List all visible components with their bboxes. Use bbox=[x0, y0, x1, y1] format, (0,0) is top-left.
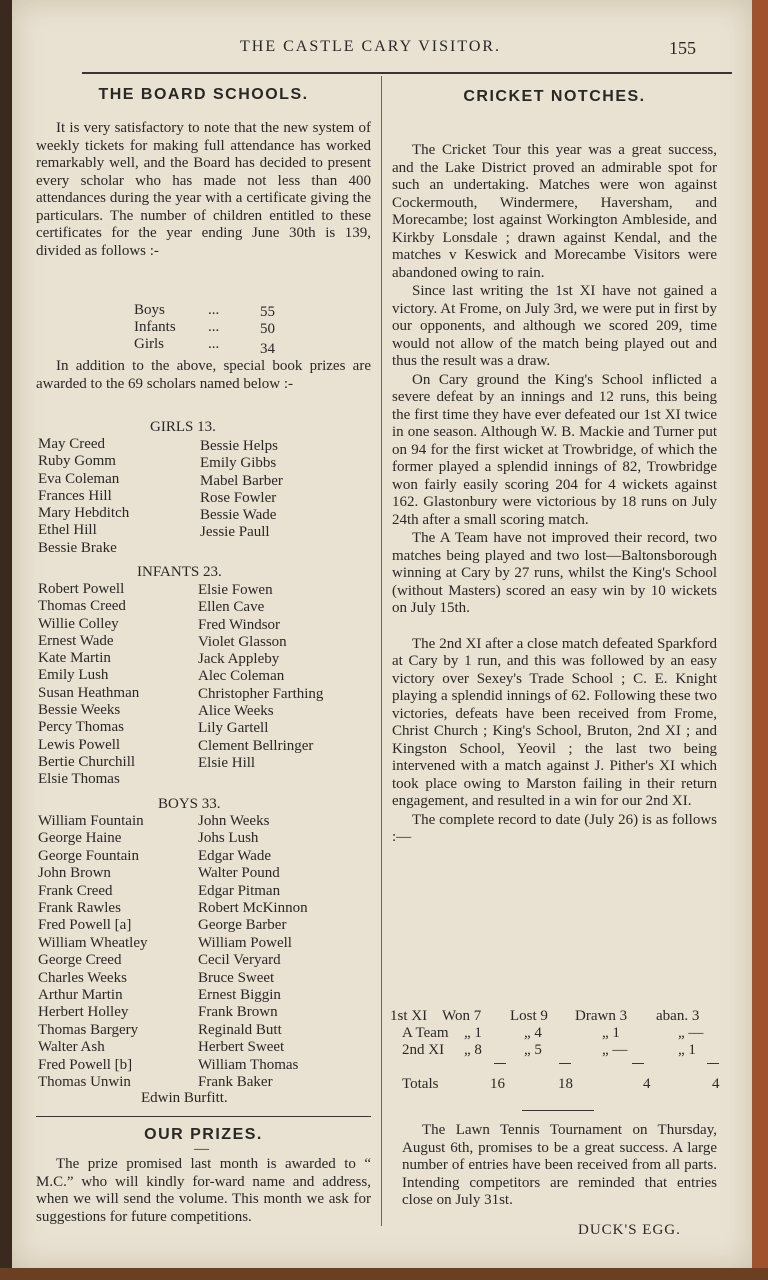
infants-heading: INFANTS 23. bbox=[137, 564, 222, 580]
totals-won: 16 bbox=[490, 1076, 505, 1092]
running-title: THE CASTLE CARY VISITOR. bbox=[240, 38, 502, 55]
girls-list-right bbox=[200, 438, 283, 542]
scholar-name: Elsie Thomas bbox=[38, 771, 120, 788]
cricket-paragraph: The A Team have not improved their record, two matches being played and two lost—Baltonsborough winning at Cary by 27 runs, whilst the King's School (without Masters) scored an easy win by 10 wickets on July 15th. bbox=[392, 530, 717, 616]
scholar-name: Percy Thomas bbox=[38, 719, 124, 736]
record-won: „ 8 bbox=[464, 1042, 482, 1058]
binding-edge bbox=[752, 0, 768, 1280]
prizes-top-rule bbox=[36, 1116, 371, 1117]
scholar-name: Emily Lush bbox=[38, 667, 109, 684]
record-drawn: „ 1 bbox=[602, 1025, 620, 1041]
scholar-name: Reginald Butt bbox=[198, 1021, 282, 1038]
record-aban: „ 1 bbox=[678, 1042, 696, 1058]
signature: DUCK'S EGG. bbox=[578, 1222, 681, 1238]
cricket-paragraph: The Cricket Tour this year was a great success, and the Lake District proved an admirable spot for such an undertaking. Matches were won against Cockermouth, Windermere, Haversham, and Morecambe; lost against Workington Ambleside, and Kirkby Lonsdale ; drawn against Kendal, and the matches v Keswick and Morecambe Visitors were abandoned owing to rain. bbox=[392, 142, 717, 281]
scholar-name: Lily Gartell bbox=[198, 720, 269, 737]
scholar-name: Bessie Weeks bbox=[38, 702, 121, 719]
page-bottom-edge bbox=[0, 1268, 768, 1280]
totals-lost: 18 bbox=[558, 1076, 573, 1092]
scholar-name: Fred Windsor bbox=[198, 616, 281, 633]
scholar-name: William Wheatley bbox=[38, 934, 148, 951]
cricket-paragraph: The complete record to date (July 26) is as follows :— bbox=[392, 811, 717, 845]
record-won: Won 7 bbox=[442, 1008, 482, 1024]
page bbox=[12, 0, 752, 1268]
total-rule bbox=[707, 1063, 719, 1064]
scholar-name: Bertie Churchill bbox=[38, 753, 136, 770]
scholar-name: Elsie Fowen bbox=[198, 582, 273, 598]
our-prizes-title: OUR PRIZES. bbox=[144, 1126, 263, 1143]
scholar-name: John Brown bbox=[38, 865, 111, 882]
count-value: 50 bbox=[260, 321, 275, 337]
cricket-paragraph: The 2nd XI after a close match defeated Sparkford at Cary by 1 run, and this was followed by an easy victory over Sexey's Trade School ; C. E. Knight playing a splendid innings of 62. Following these two victories, defeats have been received from Frome, Christ Church ; King's School, Bruton, 2nd XI ; and Kingston School, Yeovil ; the last two being intervened with a match against J. Pither's XI which took place owing to Marston failing in their return engagement, and resulted in a win for our 2nd XI. bbox=[392, 635, 717, 809]
scholar-name: Bessie Helps bbox=[200, 438, 278, 454]
boys-last-name: Edwin Burfitt. bbox=[141, 1090, 228, 1106]
record-aban: aban. 3 bbox=[656, 1008, 700, 1024]
boys-heading: BOYS 33. bbox=[158, 796, 221, 812]
scholar-name: Thomas Bargery bbox=[38, 1021, 139, 1038]
scholar-name: George Fountain bbox=[38, 847, 139, 864]
scholar-name: Frank Rawles bbox=[38, 900, 121, 917]
scholar-name: Robert McKinnon bbox=[198, 900, 308, 917]
tennis-divider bbox=[522, 1110, 594, 1111]
cricket-paragraph: On Cary ground the King's School inflicted a severe defeat by an innings and 12 runs, this being the first time they have ever defeated our 1st XI twice in one season. Although W. B. Mackie and Turner put on 94 for the first wicket at Trowbridge, of which the former played a splendid innings of 82, Trowbridge won fairly easily scoring 204 for 4 wickets against 162. Glastonbury were victorious by 18 runs on July 24th after a small scoring match. bbox=[392, 371, 717, 528]
board-schools-title: THE BOARD SCHOOLS. bbox=[98, 86, 309, 103]
scholar-name: Emily Gibbs bbox=[200, 455, 277, 472]
scholar-name: George Haine bbox=[38, 830, 122, 847]
scholar-name: Frances Hill bbox=[38, 487, 112, 504]
scholar-name: Walter Pound bbox=[198, 865, 280, 882]
scholar-name: Lewis Powell bbox=[38, 736, 121, 753]
count-dots: ... bbox=[208, 302, 220, 318]
scholar-name: William Fountain bbox=[38, 813, 144, 829]
scholar-name: Violet Glasson bbox=[198, 633, 287, 650]
our-prizes-divider: — bbox=[194, 1141, 209, 1157]
record-lost: „ 4 bbox=[524, 1025, 542, 1041]
count-dots: ... bbox=[208, 319, 220, 335]
header-rule bbox=[82, 72, 732, 74]
scholar-name: William Powell bbox=[198, 934, 292, 951]
scholar-name: Thomas Creed bbox=[38, 598, 126, 615]
scholar-name: Johs Lush bbox=[198, 830, 259, 847]
boys-list-right bbox=[198, 813, 308, 1092]
scholar-name: Cecil Veryard bbox=[198, 952, 281, 969]
record-team: 1st XI bbox=[390, 1008, 428, 1024]
scholar-name: Rose Fowler bbox=[200, 489, 277, 506]
scholar-name: Ernest Wade bbox=[38, 632, 114, 649]
column-divider bbox=[381, 76, 382, 1226]
scholar-name: Christopher Farthing bbox=[198, 685, 324, 702]
scholar-name: Bruce Sweet bbox=[198, 969, 275, 986]
scholar-name: Frank Brown bbox=[198, 1004, 278, 1021]
total-rule bbox=[559, 1063, 571, 1064]
scholar-name: Susan Heathman bbox=[38, 684, 140, 701]
tennis-block bbox=[402, 1122, 717, 1210]
count-dots: ... bbox=[208, 336, 220, 352]
record-aban: „ — bbox=[678, 1025, 704, 1041]
scholar-name: Kate Martin bbox=[38, 650, 111, 667]
count-value: 34 bbox=[260, 341, 275, 357]
scholar-name: Alec Coleman bbox=[198, 668, 285, 685]
running-header bbox=[12, 38, 752, 62]
totals-drawn: 4 bbox=[643, 1076, 651, 1092]
totals-label: Totals bbox=[402, 1076, 439, 1092]
scholar-name: Mary Hebditch bbox=[38, 505, 130, 522]
scholar-name: Frank Baker bbox=[198, 1074, 273, 1091]
scholar-name: Ruby Gomm bbox=[38, 453, 116, 470]
record-lost: Lost 9 bbox=[510, 1008, 548, 1024]
scholar-name: Frank Creed bbox=[38, 882, 113, 899]
scholar-name: Eva Coleman bbox=[38, 470, 120, 487]
scholar-name: Jessie Paull bbox=[200, 524, 270, 541]
scholar-name: Edgar Wade bbox=[198, 847, 272, 864]
boys-list-left bbox=[38, 813, 148, 1092]
scholar-name: George Barber bbox=[198, 917, 287, 934]
our-prizes-block bbox=[36, 1156, 371, 1226]
infants-list-right bbox=[198, 582, 323, 772]
scholar-name: Robert Powell bbox=[38, 581, 125, 597]
scholar-name: Walter Ash bbox=[38, 1039, 105, 1056]
count-label: Infants bbox=[134, 319, 176, 335]
count-value: 55 bbox=[260, 304, 275, 320]
scholar-name: Charles Weeks bbox=[38, 969, 127, 986]
scholar-name: Ethel Hill bbox=[38, 522, 97, 539]
prizes-note: In addition to the above, special book prizes are awarded to the 69 scholars named below :- bbox=[36, 358, 371, 392]
total-rule bbox=[494, 1063, 506, 1064]
scholar-name: William Thomas bbox=[198, 1056, 299, 1073]
totals-aban: 4 bbox=[712, 1076, 720, 1092]
left-column bbox=[36, 86, 371, 260]
scholar-name: Elsie Hill bbox=[198, 754, 256, 771]
scholar-name: Ellen Cave bbox=[198, 599, 265, 616]
scholar-name: May Creed bbox=[38, 436, 106, 452]
scholar-name: Bessie Brake bbox=[38, 539, 117, 556]
prizes-note-block bbox=[36, 358, 371, 393]
scholar-name: Herbert Sweet bbox=[198, 1039, 285, 1056]
infants-list-left bbox=[38, 581, 139, 789]
our-prizes-text: The prize promised last month is awarded to “ M.C.” who will kindly for-ward name and address, when we will send the volume. This month we ask for suggestions for future competitions. bbox=[36, 1156, 371, 1225]
record-drawn: Drawn 3 bbox=[575, 1008, 628, 1024]
girls-heading: GIRLS 13. bbox=[150, 419, 216, 435]
count-label: Girls bbox=[134, 336, 164, 352]
page-number: 155 bbox=[669, 38, 696, 58]
scholar-name: Fred Powell [a] bbox=[38, 917, 132, 934]
scholar-name: Clement Bellringer bbox=[198, 737, 314, 754]
total-rule bbox=[632, 1063, 644, 1064]
scholar-name: Jack Appleby bbox=[198, 651, 280, 668]
cricket-title: CRICKET NOTCHES. bbox=[463, 88, 646, 105]
record-team: A Team bbox=[402, 1025, 449, 1041]
record-lost: „ 5 bbox=[524, 1042, 542, 1058]
count-label: Boys bbox=[134, 302, 165, 318]
cricket-paragraph: Since last writing the 1st XI have not gained a victory. At Frome, on July 3rd, we were put in first by our opponents, and although we scored 209, time would not allow of the match being played out and thus the result was a draw. bbox=[392, 283, 717, 369]
record-won: „ 1 bbox=[464, 1025, 482, 1041]
scholar-name: Edgar Pitman bbox=[198, 882, 281, 899]
scholar-name: Bessie Wade bbox=[200, 507, 277, 524]
record-team: 2nd XI bbox=[402, 1042, 445, 1058]
scholar-name: Mabel Barber bbox=[200, 472, 283, 489]
scholar-name: Willie Colley bbox=[38, 615, 119, 632]
scholar-name: George Creed bbox=[38, 952, 122, 969]
scholar-name: John Weeks bbox=[198, 813, 270, 829]
scholar-name: Ernest Biggin bbox=[198, 987, 281, 1004]
scholar-name: Arthur Martin bbox=[38, 987, 123, 1004]
board-schools-intro: It is very satisfactory to note that the new system of weekly tickets for making full attendance has worked remarkably well, and the Board has decided to present every scholar who has made not less than 400 attendances during the year with a certificate giving the particulars. The number of children entitled to these certificates for the year ending June 30th is 139, divided as follows :- bbox=[36, 120, 371, 259]
girls-list-left bbox=[38, 436, 129, 557]
scholar-name: Thomas Unwin bbox=[38, 1074, 131, 1091]
scholar-name: Herbert Holley bbox=[38, 1004, 129, 1021]
scholar-name: Fred Powell [b] bbox=[38, 1056, 133, 1073]
right-column bbox=[392, 88, 717, 847]
scholar-name: Alice Weeks bbox=[198, 703, 274, 720]
tennis-text: The Lawn Tennis Tournament on Thursday, August 6th, promises to be a great success. A large number of entries have been received from all parts. Intending competitors are reminded that entries close on July 31st. bbox=[402, 1122, 717, 1208]
record-drawn: „ — bbox=[602, 1042, 628, 1058]
